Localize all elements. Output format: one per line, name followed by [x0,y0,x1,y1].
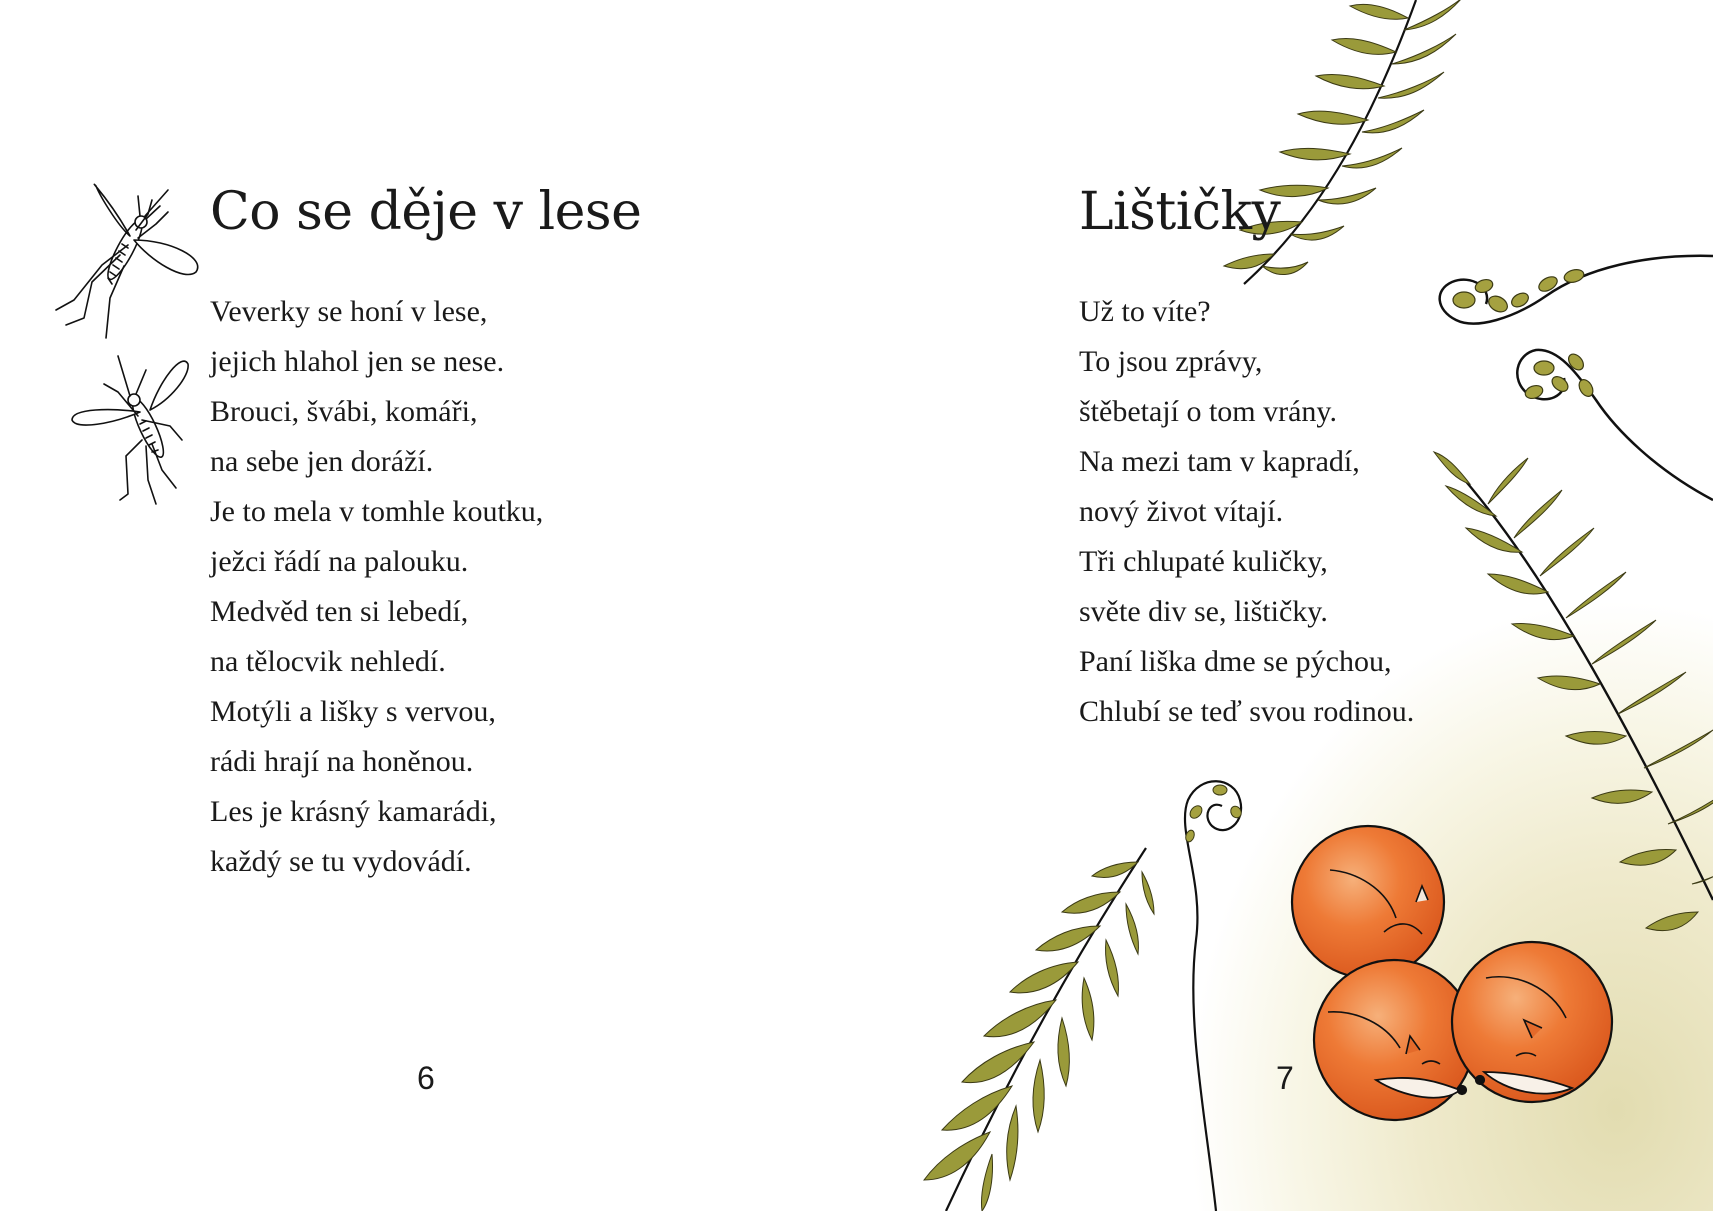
poem-line: Medvěd ten si lebedí, [210,595,469,628]
sleeping-fox-icon [1292,826,1612,1120]
poem-line: na tělocvik nehledí. [210,645,446,678]
left-page-title: Co se děje v lese [210,182,642,242]
poem-line: Veverky se honí v lese, [210,295,488,328]
right-poem [1079,287,1414,737]
right-page-title: Lištičky [1079,182,1281,242]
mosquito-illustration [0,0,240,520]
poem-line: ježci řádí na palouku. [210,545,469,578]
poem-line: Motýli a lišky s vervou, [210,695,496,728]
right-page [856,0,1713,1211]
poem-line: Brouci, švábi, komáři, [210,395,478,428]
page-number: 6 [417,1060,435,1096]
left-page [0,0,856,1211]
poem-line: Chlubí se teď svou rodinou. [1079,695,1415,728]
poem-line: Tři chlupaté kuličky, [1079,545,1328,578]
page-number: 7 [1276,1060,1294,1096]
poem-line: Les je krásný kamarádi, [210,795,497,828]
poem-line: To jsou zprávy, [1079,345,1263,378]
poem-line: nový život vítají. [1079,495,1284,528]
poem-line: světe div se, lištičky. [1079,595,1328,628]
fern-icon [1434,452,1713,931]
poem-line: Je to mela v tomhle koutku, [210,495,544,528]
mosquito-icon [72,356,188,504]
left-poem [210,287,543,887]
poem-line: Už to víte? [1079,295,1211,328]
fern-fiddlehead-icon [1440,256,1713,500]
poem-line: Paní liška dme se pýchou, [1079,645,1392,678]
poem-line: jejich hlahol jen se nese. [210,345,505,378]
poem-line: Na mezi tam v kapradí, [1079,445,1360,478]
poem-line: rádi hrají na honěnou. [210,745,474,778]
poem-line: každý se tu vydovádí. [210,845,472,878]
fern-fiddlehead-icon [1184,781,1243,1211]
fern-icon [924,848,1154,1211]
poem-line: štěbetají o tom vrány. [1079,395,1337,428]
mosquito-icon [56,184,198,338]
poem-line: na sebe jen doráží. [210,445,434,478]
